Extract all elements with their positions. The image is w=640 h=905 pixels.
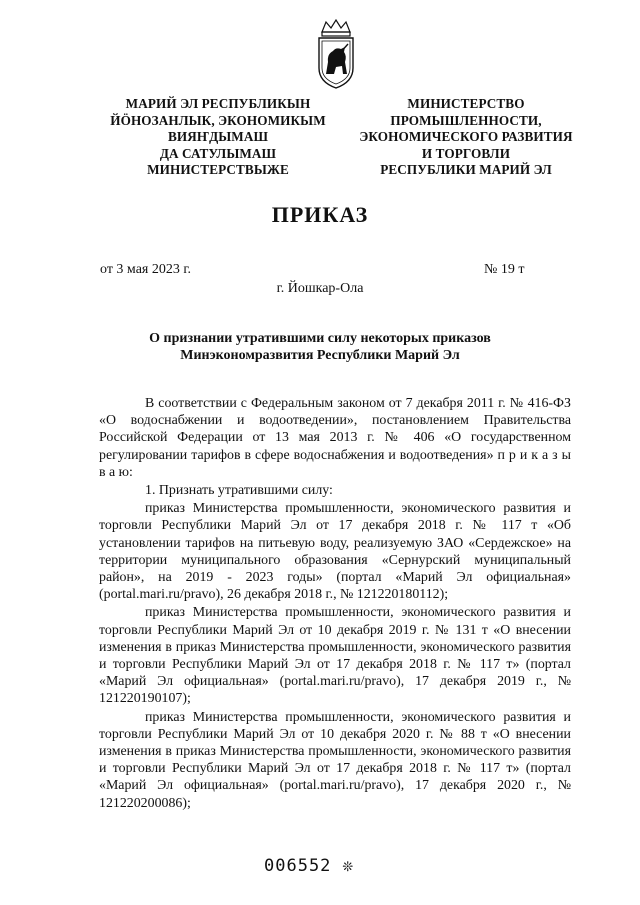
- document-body: [99, 395, 571, 812]
- subject-line: Минэкономразвития Республики Марий Эл: [180, 348, 460, 363]
- header-right-line: ПРОМЫШЛЕННОСТИ,: [390, 112, 542, 128]
- subject-line: О признании утратившими силу некоторых приказов: [149, 331, 491, 346]
- header-left-line: МИНИСТЕРСТВЫЖЕ: [147, 162, 289, 178]
- header-right-line: МИНИСТЕРСТВО: [407, 96, 525, 111]
- header-right-line: ЭКОНОМИЧЕСКОГО РАЗВИТИЯ: [359, 129, 573, 145]
- header-left-line: ВИЯҤДЫМАШ: [167, 129, 269, 145]
- body-paragraph: В соответствии с Федеральным законом от 7 декабря 2011 г. № 416-ФЗ «О водоснабжении и водоотведении», постановлением Правительства Российской Федерации от 13 мая 2013 г. № 406 «О государственном регулировании тарифов в сфере водоснабжения и водоотведения» п р и к а з ы в а ю:: [99, 396, 571, 480]
- body-paragraph: приказ Министерства промышленности, экономического развития и торговли Республики Марий Эл от 17 декабря 2018 г. № 117 т «Об установлении тарифов на питьевую воду, реализуемую ЗАО «Сердежское» на территории муниципального образования «Сернурский муниципальный район», на 2019 - 2023 годы» (портал «Марий Эл официальная» (portal.mari.ru/pravo), 26 декабря 2018 г., № 121220180112);: [99, 501, 571, 603]
- body-paragraph: приказ Министерства промышленности, экономического развития и торговли Республики Марий Эл от 10 декабря 2019 г. № 131 т «О внесении изменения в приказ Министерства промышленности, экономического развития и торговли Республики Марий Эл от 17 декабря 2018 г. № 117 т» (портал «Марий Эл официальная» (portal.mari.ru/pravo), 17 декабря 2019 г., № 121220190107);: [99, 605, 571, 707]
- header-left-line: ДА САТУЛЫМАШ: [159, 145, 277, 161]
- header-right-line: И ТОРГОВЛИ: [421, 145, 511, 161]
- header-right-line: РЕСПУБЛИКИ МАРИЙ ЭЛ: [380, 162, 552, 178]
- document-title: ПРИКАЗ: [271, 202, 369, 227]
- header-right-ministry-name-ru: [348, 96, 584, 179]
- document-date: от 3 мая 2023 г.: [100, 262, 192, 277]
- form-serial-number: 006552 ❊: [264, 856, 354, 876]
- coat-of-arms-icon: [314, 18, 358, 90]
- body-paragraph: 1. Признать утратившими силу:: [145, 483, 333, 499]
- header-left-line: ЙӦНОЗАНЛЫК, ЭКОНОМИКЫМ: [110, 112, 326, 128]
- body-paragraph: приказ Министерства промышленности, экономического развития и торговли Республики Марий Эл от 10 декабря 2020 г. № 88 т «О внесении изменения в приказ Министерства промышленности, экономического развития и торговли Республики Марий Эл от 17 декабря 2018 г. № 117 т» (портал «Марий Эл официальная» (portal.mari.ru/pravo), 17 декабря 2020 г., № 121220200086);: [99, 709, 571, 811]
- document-city: г. Йошкар-Ола: [276, 281, 364, 296]
- header-left-line: МАРИЙ ЭЛ РЕСПУБЛИКЫН: [125, 96, 311, 111]
- header-left-ministry-name-mari: [108, 96, 328, 179]
- document-subject: [80, 330, 560, 364]
- document-number: № 19 т: [484, 262, 525, 277]
